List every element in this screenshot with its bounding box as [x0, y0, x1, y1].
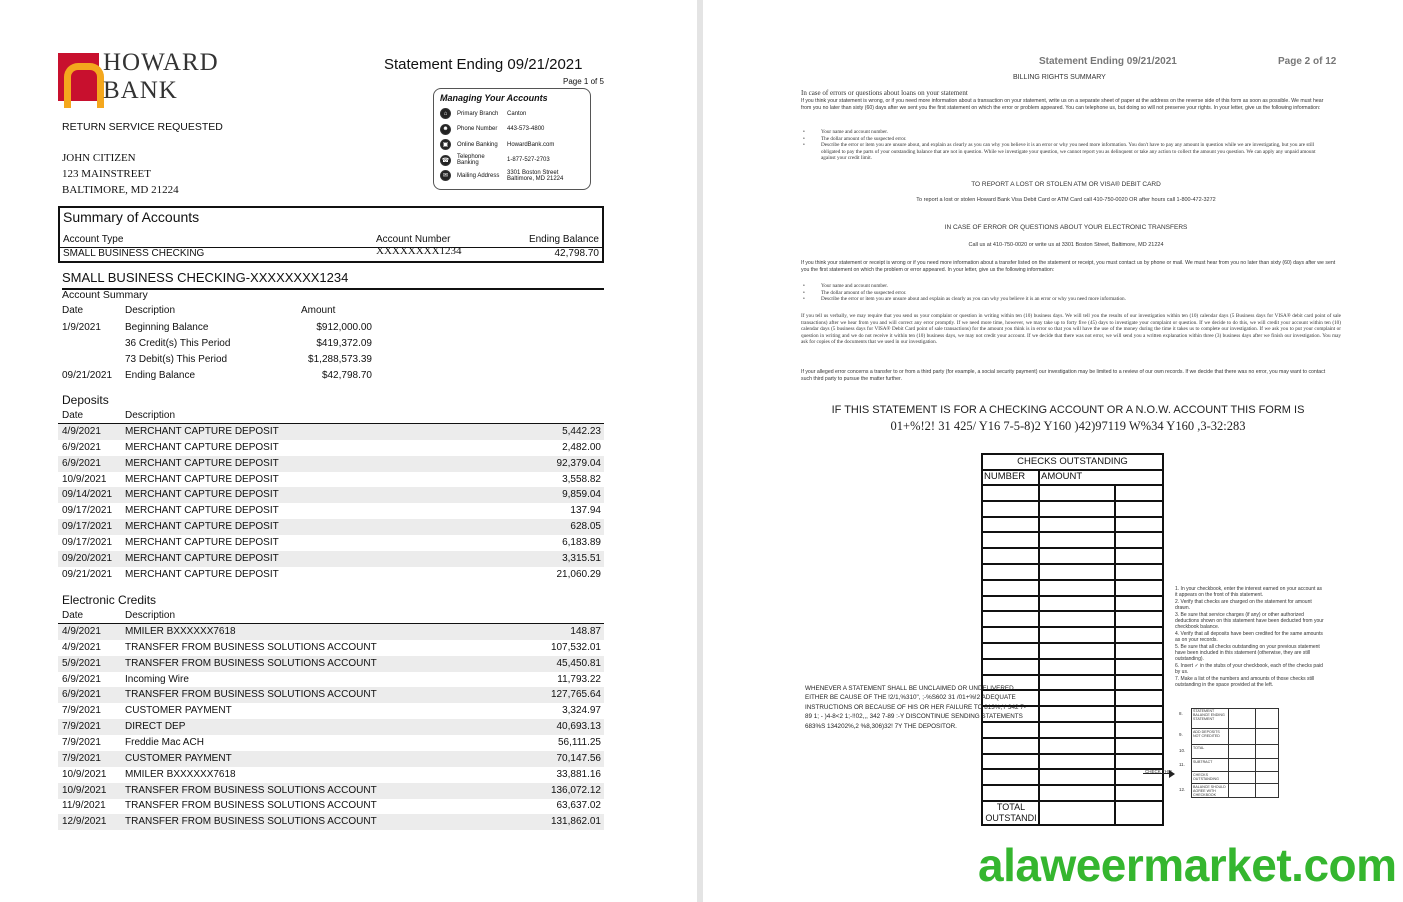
grid-line	[983, 737, 1162, 739]
recon-line	[1191, 758, 1279, 759]
cr-header-date: Date	[62, 610, 84, 621]
row-description: 36 Credit(s) This Period	[125, 338, 231, 349]
row-date: 10/9/2021	[62, 784, 107, 796]
table-row[interactable]	[58, 814, 604, 830]
recon-num: 9.	[1179, 732, 1183, 737]
grid-line	[983, 469, 1162, 471]
recon-label: CHECKS OUTSTANDING	[1193, 773, 1219, 782]
dep-header-date: Date	[62, 410, 84, 421]
summary-ending-balance: 42,798.70	[554, 248, 599, 259]
grid-line	[983, 642, 1162, 644]
table-row[interactable]	[58, 703, 604, 719]
statement-title: Statement Ending 09/21/2021	[384, 56, 583, 73]
eft-bullets	[801, 283, 1331, 303]
row-amount: 131,862.01	[550, 816, 601, 828]
checks-outstanding-grid	[981, 453, 1164, 826]
grid-line	[983, 516, 1162, 518]
billing-rights-title: BILLING RIGHTS SUMMARY	[1013, 74, 1106, 81]
row-description: MERCHANT CAPTURE DEPOSIT	[125, 552, 279, 564]
row-description: MERCHANT CAPTURE DEPOSIT	[125, 536, 279, 548]
row-description: Ending Balance	[125, 370, 196, 381]
bullet-icon: •	[803, 296, 805, 302]
recon-num: 10.	[1179, 748, 1186, 753]
row-description: TRANSFER FROM BUSINESS SOLUTIONS ACCOUNT	[125, 800, 377, 812]
row-amount: 63,637.02	[556, 800, 601, 812]
table-row[interactable]	[58, 656, 604, 672]
recon-line	[1191, 728, 1279, 729]
reconcile-note: 5. Be sure that all checks outstanding on your previous statement have been included in this statement (otherwise, they are still outstanding).	[1175, 644, 1320, 662]
row-date: 10/9/2021	[62, 473, 107, 485]
manage-row	[440, 137, 584, 153]
table-row[interactable]	[58, 472, 604, 488]
row-description: DIRECT DEP	[125, 721, 186, 733]
manage-value: Canton	[507, 110, 527, 117]
row-amount: 127,765.64	[550, 689, 601, 701]
eft-call: Call us at 410-750-0020 or write us at 3301 Boston Street, Baltimore, MD 21224	[968, 242, 1164, 248]
recon-col	[1228, 708, 1229, 798]
table-row[interactable]	[58, 687, 604, 703]
manage-row	[440, 106, 584, 122]
recon-num: 8.	[1179, 711, 1183, 716]
row-description: Beginning Balance	[125, 322, 209, 333]
table-row[interactable]	[58, 719, 604, 735]
cr-header-desc: Description	[125, 610, 176, 621]
table-row[interactable]	[58, 440, 604, 456]
account-summary-row	[58, 320, 604, 336]
table-row[interactable]	[58, 672, 604, 688]
mail-icon: ✉	[440, 170, 451, 181]
customer-street: 123 MAINSTREET	[62, 168, 151, 180]
manage-label: Mailing Address	[457, 172, 500, 179]
account-summary-row	[58, 336, 604, 352]
row-description: TRANSFER FROM BUSINESS SOLUTIONS ACCOUNT	[125, 816, 377, 828]
recon-num: 11.	[1179, 762, 1185, 767]
table-row[interactable]	[58, 751, 604, 767]
eft-title: IN CASE OF ERROR OR QUESTIONS ABOUT YOUR ELECTRONIC TRANSFERS	[944, 224, 1188, 231]
manage-label: Telephone Banking	[457, 154, 485, 167]
summary-of-accounts	[58, 206, 604, 263]
row-description: MERCHANT CAPTURE DEPOSIT	[125, 521, 279, 533]
customer-name: JOHN CITIZEN	[62, 152, 136, 164]
row-description: MMILER BXXXXXX7618	[125, 626, 236, 637]
manage-value: 1-877-527-2703	[507, 157, 550, 164]
eft-text: If you think your statement or receipt is wrong or if you need more information about a transfer listed on the statement or receipt, you must contact us by phone or mail. We must hear from you no later than sixty (60) days after we sent you the first statement on which the problem or error appeared. In your letter, give us the following information:	[801, 260, 1336, 273]
as-header-date: Date	[62, 305, 84, 316]
table-row[interactable]	[58, 567, 604, 583]
logo-line-1: HOWARD	[103, 49, 219, 76]
grid-line	[983, 753, 1162, 755]
grid-col	[1038, 469, 1040, 824]
row-amount: 137.94	[570, 505, 601, 517]
table-row[interactable]	[58, 551, 604, 567]
grid-line	[983, 579, 1162, 581]
table-row[interactable]	[58, 535, 604, 551]
bank-icon: ⌂	[440, 108, 451, 119]
recon-col	[1255, 708, 1256, 798]
summary-header-type: Account Type	[63, 234, 124, 245]
return-service: RETURN SERVICE REQUESTED	[62, 121, 223, 133]
phone-icon: ☎	[440, 155, 451, 166]
grid-line	[983, 563, 1162, 565]
watermark: alaweermarket.com	[978, 839, 1397, 891]
recon-frame	[1191, 708, 1279, 798]
row-date: 1/9/2021	[62, 322, 101, 333]
checks-amount-header: AMOUNT	[1041, 471, 1083, 482]
bullet-text: The dollar amount of the suspected error.	[821, 289, 907, 296]
reconcile-note: 7. Make a list of the numbers and amounts of those checks still outstanding in the space provided at the left.	[1175, 676, 1315, 688]
reconcile-note: 3. Be sure that service charges (if any) or other authorized deductions shown on this statement have been deducted from your checkbook balance.	[1175, 612, 1324, 630]
credits-title: Electronic Credits	[62, 593, 157, 607]
recon-line	[1191, 783, 1279, 784]
statement-page-2	[703, 0, 1403, 902]
row-date: 09/21/2021	[62, 370, 113, 381]
grid-line	[983, 531, 1162, 533]
howard-bank-logo	[58, 50, 248, 106]
loans-text: If you think your statement is wrong, or if you need more information about a transaction on your statement, write us on a separate sheet of paper at the address on the reverse side of this form as soon as possible. We must hear from you no later than sixty (60) days after we sent you the first statement on which the error or problem appeared. You can telephone us, but doing so will not preserve your rights. In your letter, give us the following information:	[801, 98, 1324, 111]
manage-row	[440, 122, 584, 138]
row-description: CUSTOMER PAYMENT	[125, 752, 232, 764]
grid-line	[983, 484, 1162, 486]
grid-line	[983, 674, 1162, 676]
bullet-icon: •	[803, 129, 805, 135]
row-date: 7/9/2021	[62, 705, 101, 717]
loans-heading: In case of errors or questions about loans on your statement	[801, 89, 968, 97]
row-description: MERCHANT CAPTURE DEPOSIT	[125, 505, 279, 517]
row-description: Freddie Mac ACH	[125, 736, 204, 748]
table-row[interactable]	[58, 624, 604, 640]
row-date: 09/17/2021	[62, 521, 113, 533]
recon-line	[1191, 744, 1279, 745]
lost-card-title: TO REPORT A LOST OR STOLEN ATM OR VISA® DEBIT CARD	[971, 181, 1161, 188]
row-amount: 45,450.81	[556, 657, 601, 669]
page-number: Page 1 of 5	[563, 77, 604, 86]
bullet-item	[801, 296, 1331, 303]
account-summary-title: Account Summary	[62, 289, 148, 301]
account-summary-row	[58, 368, 604, 384]
table-row[interactable]	[58, 783, 604, 799]
table-row[interactable]	[58, 424, 604, 440]
manage-label: Phone Number	[457, 126, 498, 133]
row-description: MERCHANT CAPTURE DEPOSIT	[125, 457, 279, 469]
summary-account-type: SMALL BUSINESS CHECKING	[63, 248, 205, 259]
computer-icon: ▣	[440, 139, 451, 150]
manage-value: 3301 Boston Street Baltimore, MD 21224	[507, 169, 564, 182]
bullet-text: Your name and account number.	[821, 283, 889, 289]
table-row[interactable]	[58, 767, 604, 783]
reconcile-note: 1. In your checkbook, enter the interest earned on your account as it appears on the front of this statement.	[1175, 586, 1323, 598]
logo-line-2: BANK	[103, 77, 178, 104]
checks-title: CHECKS OUTSTANDING	[1017, 456, 1128, 467]
row-amount: 21,060.29	[556, 568, 601, 580]
row-amount: 11,793.22	[557, 673, 601, 685]
row-date: 09/17/2021	[62, 505, 113, 517]
row-description: MERCHANT CAPTURE DEPOSIT	[125, 441, 279, 453]
form-title: IF THIS STATEMENT IS FOR A CHECKING ACCOUNT OR A N.O.W. ACCOUNT THIS FORM IS	[831, 404, 1305, 416]
row-date: 6/9/2021	[62, 689, 101, 701]
manage-row	[440, 153, 584, 169]
row-amount: $419,372.09	[316, 338, 372, 349]
row-amount: 40,693.13	[556, 721, 601, 733]
summary-header-number: Account Number	[376, 234, 451, 245]
manage-row	[440, 168, 584, 184]
row-amount: 3,558.82	[562, 473, 601, 485]
grid-line	[983, 547, 1162, 549]
row-description: 73 Debit(s) This Period	[125, 354, 228, 365]
account-summary-row	[58, 352, 604, 368]
table-row[interactable]	[58, 798, 604, 814]
bullet-item	[801, 142, 1331, 162]
form-subtitle: 01+%!2! 31 425/ Y16 7-5-8)2 Y160 )42)97119 W%34 Y160 ,3-32:283	[890, 419, 1246, 433]
checks-total: TOTAL OUTSTANDI	[985, 802, 1037, 823]
bullet-text: The dollar amount of the suspected error.	[821, 135, 907, 142]
recon-label: ADD DEPOSITS NOT CREDITED	[1193, 730, 1220, 739]
bullet-icon: •	[803, 283, 805, 289]
managing-accounts-box	[433, 88, 591, 190]
row-description: MERCHANT CAPTURE DEPOSIT	[125, 426, 279, 437]
row-amount: 136,072.12	[550, 784, 601, 796]
row-description: MMILER BXXXXXX7618	[125, 768, 236, 780]
bullet-icon: •	[803, 142, 805, 148]
row-amount: 148.87	[570, 626, 601, 637]
row-amount: $912,000.00	[316, 322, 372, 333]
row-date: 6/9/2021	[62, 457, 101, 469]
reconcile-table	[1181, 708, 1277, 798]
manage-label: Primary Branch	[457, 110, 499, 117]
recon-label: SUBTRACT	[1193, 760, 1213, 764]
grid-line	[983, 784, 1162, 786]
reconcile-note: 2. Verify that checks are charged on the statement for amount drawn.	[1175, 599, 1312, 611]
arrow-label: CHECK THIS	[1145, 769, 1173, 774]
row-amount: 2,482.00	[562, 441, 601, 453]
summary-account-number[interactable]: XXXXXXXX1234	[376, 245, 462, 257]
row-description: TRANSFER FROM BUSINESS SOLUTIONS ACCOUNT	[125, 657, 377, 669]
statement-page-1	[0, 0, 697, 902]
recon-label: BALANCE SHOULD AGREE WITH CHECKBOOK	[1193, 785, 1226, 798]
reconcile-note: 6. Insert ✓ in the stubs of your checkbook, each of the checks paid by us.	[1175, 663, 1323, 675]
row-date: 6/9/2021	[62, 673, 101, 685]
bullet-icon: •	[803, 289, 805, 296]
bullet-text: Your name and account number.	[821, 129, 889, 135]
row-amount: 5,442.23	[562, 426, 601, 437]
manage-value[interactable]: HowardBank.com	[507, 141, 555, 148]
grid-line	[983, 626, 1162, 628]
unclaimed-notice: WHENEVER A STATEMENT SHALL BE UNCLAIMED OR UNDELIVERED, EITHER BE CAUSE OF THE !2/1,%310", ;-%S602 31 /01+%!2 ADEQUATE INSTRUCTIONS OR BECAUSE OF HIS OR HER FAILURE TO 813%,Y 342 7-89 1; - )4-8<2 1;-!!02,,, 342 7-89 :-Y DISCONTINUE SENDING STATEMENTS 683%S 134202%,2 %8,306)32! 7Y THE DEPOSITOR.	[805, 685, 1026, 730]
row-date: 09/20/2021	[62, 552, 113, 564]
as-header-desc: Description	[125, 305, 176, 316]
table-row[interactable]	[58, 487, 604, 503]
table-row[interactable]	[58, 640, 604, 656]
bullet-text: Describe the error or item you are unsure about, and explain as clearly as you can why you believe it is an error or why you need more information. You don't have to pay any amount in question while we are investigating, but you are still obligated to pay the parts of your outstanding balance that are not in question. While we investigate your question, we cannot report you as delinquent or take any action to collect the amount you question. We can apply any unpaid amount against your credit limit.	[821, 142, 1316, 161]
recon-label: STATEMENT BALANCE ENDING STATEMENT	[1193, 709, 1225, 722]
row-description: CUSTOMER PAYMENT	[125, 705, 232, 717]
reconcile-notes	[1175, 586, 1325, 689]
customer-city: BALTIMORE, MD 21224	[62, 184, 179, 196]
row-date: 10/9/2021	[62, 768, 107, 780]
table-row[interactable]	[58, 735, 604, 751]
row-description: MERCHANT CAPTURE DEPOSIT	[125, 489, 279, 501]
row-amount: 107,532.01	[550, 641, 601, 653]
grid-line	[983, 768, 1162, 770]
row-date: 5/9/2021	[62, 657, 101, 669]
table-row[interactable]	[58, 456, 604, 472]
row-date: 6/9/2021	[62, 441, 101, 453]
grid-line	[983, 500, 1162, 502]
row-amount: 3,315.51	[562, 552, 601, 564]
p2-page-number: Page 2 of 12	[1278, 56, 1337, 67]
row-amount: $1,288,573.39	[308, 354, 372, 365]
row-amount: 6,183.89	[562, 536, 601, 548]
row-description: TRANSFER FROM BUSINESS SOLUTIONS ACCOUNT	[125, 641, 377, 653]
reconcile-note: 4. Verify that all deposits have been credited for the same amounts as on your records.	[1175, 631, 1323, 643]
person-icon: ☻	[440, 124, 451, 135]
arrowhead-icon	[1169, 770, 1175, 778]
logo-mark-icon	[58, 53, 99, 101]
row-amount: 92,379.04	[556, 457, 601, 469]
row-description: MERCHANT CAPTURE DEPOSIT	[125, 568, 279, 580]
grid-line	[983, 610, 1162, 612]
row-date: 09/21/2021	[62, 568, 113, 580]
grid-line	[983, 595, 1162, 597]
row-date: 09/17/2021	[62, 536, 113, 548]
row-date: 7/9/2021	[62, 736, 101, 748]
row-amount: 628.05	[570, 521, 601, 533]
bullet-icon: •	[803, 135, 805, 142]
row-description: TRANSFER FROM BUSINESS SOLUTIONS ACCOUNT	[125, 784, 377, 796]
manage-label: Online Banking	[457, 141, 498, 148]
row-amount: 70,147.56	[556, 752, 601, 764]
as-header-amount: Amount	[301, 305, 336, 316]
row-amount: 56,111.25	[557, 736, 601, 748]
row-date: 7/9/2021	[62, 721, 101, 733]
row-date: 7/9/2021	[62, 752, 101, 764]
manage-value: 443-573-4800	[507, 126, 545, 133]
lost-card-text: To report a lost or stolen Howard Bank Visa Debit Card or ATM Card call 410-750-0020 OR after hours call 1-800-472-3272	[916, 197, 1216, 203]
loans-bullets	[801, 129, 1331, 162]
row-date: 4/9/2021	[62, 641, 101, 653]
row-date: 11/9/2021	[62, 800, 106, 812]
summary-header-balance: Ending Balance	[528, 234, 599, 245]
bullet-text: Describe the error or item you are unsure about and explain as clearly as you can why you believe it is an error or why you need more information.	[821, 296, 1126, 302]
checks-number-header: NUMBER	[984, 471, 1026, 482]
row-amount: 9,859.04	[562, 489, 601, 501]
row-amount: 3,324.97	[562, 705, 601, 717]
recon-label: TOTAL	[1193, 746, 1205, 750]
row-date: 4/9/2021	[62, 626, 101, 637]
row-date: 09/14/2021	[62, 489, 113, 501]
grid-line	[983, 658, 1162, 660]
row-date: 4/9/2021	[62, 426, 101, 437]
table-row[interactable]	[58, 519, 604, 535]
verbal-text: If you tell us verbally, we may require that you send us your complaint or question in writing within ten (10) business days. We will tell you the results of our investigation within ten (10) calendar days (5 Business days for VISA® debit card point of sale transactions) after we hear from you and will correct any error promptly. If we need more time, however, we may take up to forty five (45) days to investigate your complaint or question. If we decide to do this, we will credit your account within ten (10) calendar days (5 business days for VISA® Debit Card point of sale transactions) for the amount you think is in error so that you will have the use of the money during the time it takes us to complete our investigation. If we ask you to put your complaint or question in writing and we do not receive it within ten (10) business days, we may not credit your account. If we decide that there was not error, we will send you a written explanation within three (3) business days after we finish our investigation. You may ask for copies of the documents that we used in our investigation.	[801, 313, 1341, 346]
deposits-title: Deposits	[62, 393, 109, 407]
section-title: SMALL BUSINESS CHECKING-XXXXXXXX1234	[62, 270, 604, 290]
dep-header-desc: Description	[125, 410, 176, 421]
managing-title: Managing Your Accounts	[440, 93, 548, 103]
recon-line	[1191, 771, 1279, 772]
row-description: TRANSFER FROM BUSINESS SOLUTIONS ACCOUNT	[125, 689, 377, 701]
row-amount: 33,881.16	[556, 768, 601, 780]
recon-num: 12.	[1179, 787, 1186, 792]
row-description: MERCHANT CAPTURE DEPOSIT	[125, 473, 279, 485]
row-description: Incoming Wire	[125, 673, 189, 685]
summary-title: Summary of Accounts	[63, 209, 200, 225]
grid-col	[1114, 484, 1116, 824]
row-amount: $42,798.70	[321, 370, 372, 381]
p2-statement-title: Statement Ending 09/21/2021	[1039, 56, 1177, 67]
third-party-text: If your alleged error concerns a transfer to or from a third party (for example, a social security payment) our investigation may be limited to a review of our own records. If we decide that there was no error, you may want to contact such third party to pursue the matter further.	[801, 369, 1326, 382]
row-date: 12/9/2021	[62, 816, 107, 828]
table-row[interactable]	[58, 503, 604, 519]
